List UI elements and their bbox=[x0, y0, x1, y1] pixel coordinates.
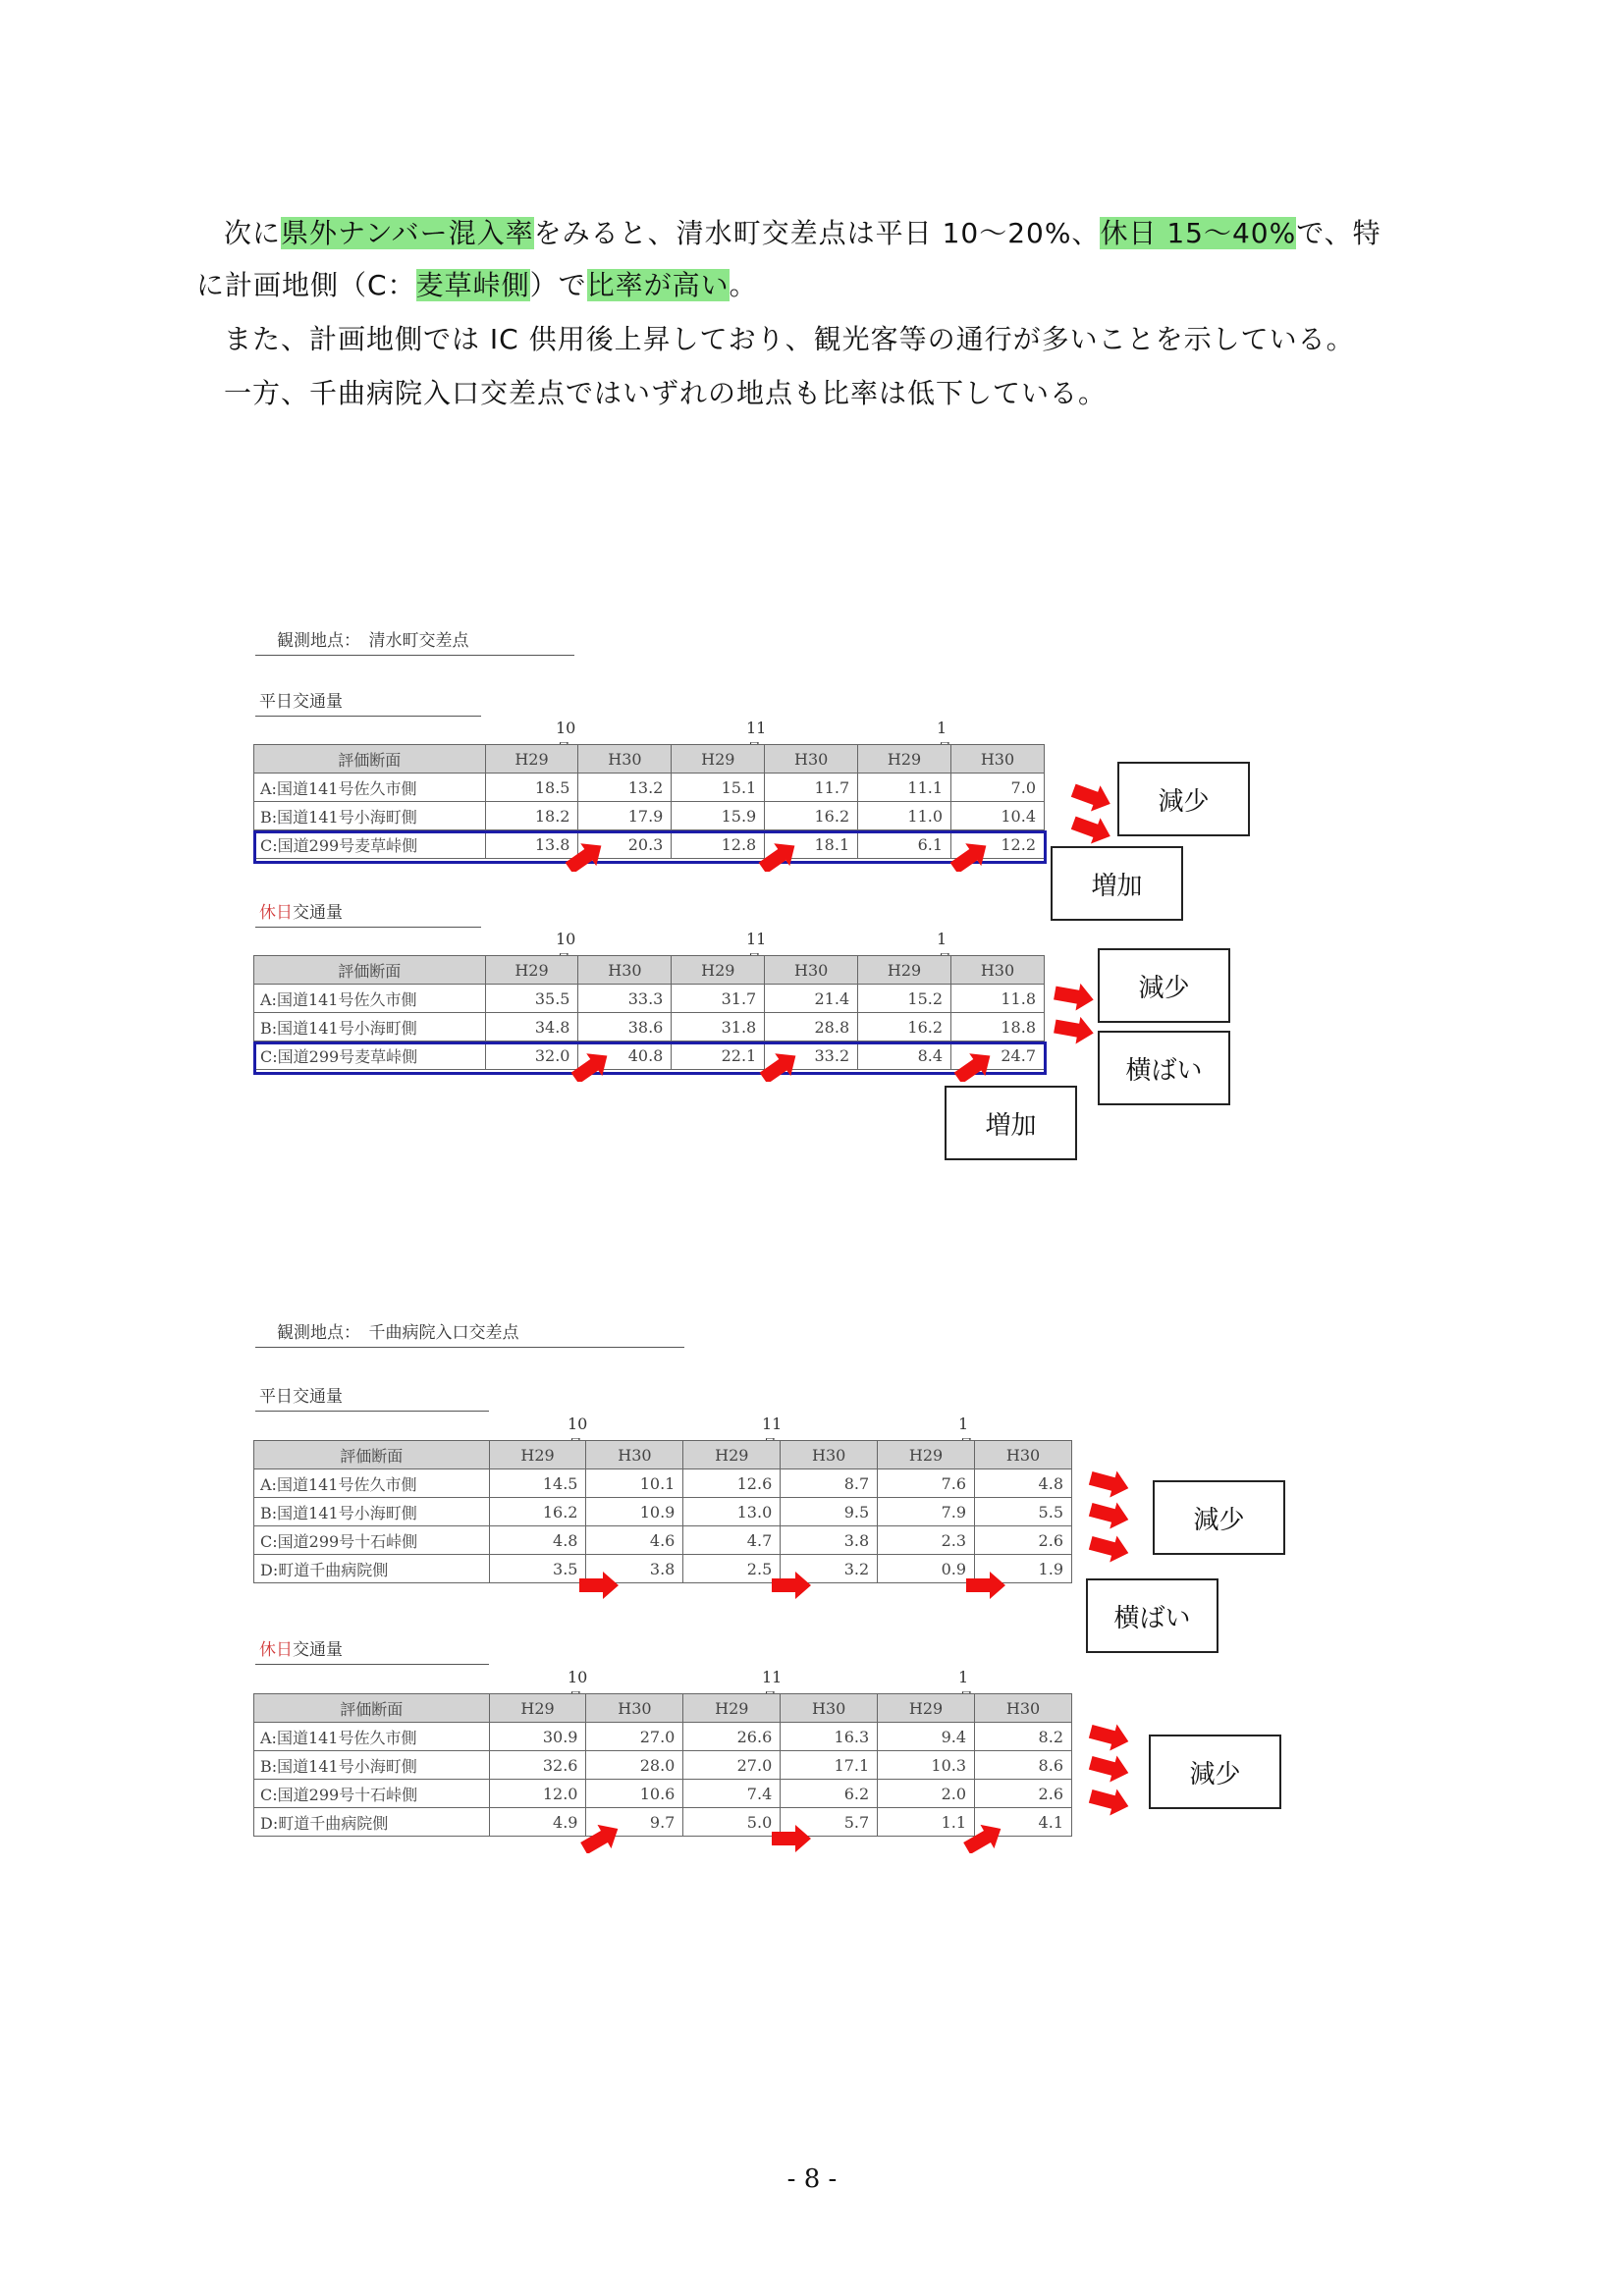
red-arrow-icon bbox=[1088, 1500, 1131, 1529]
value-cell: 6.2 bbox=[781, 1780, 878, 1808]
value-cell: 27.0 bbox=[683, 1751, 781, 1780]
header-cell: H30 bbox=[578, 745, 672, 774]
value-cell: 12.2 bbox=[951, 830, 1045, 859]
row-label: A:国道141号佐久市側 bbox=[254, 985, 486, 1013]
row-label: B:国道141号小海町側 bbox=[254, 1751, 490, 1780]
value-cell: 35.5 bbox=[485, 985, 578, 1013]
row-label: A:国道141号佐久市側 bbox=[254, 1469, 490, 1498]
red-arrow-icon bbox=[770, 1824, 813, 1853]
value-cell: 15.9 bbox=[672, 802, 765, 830]
red-arrow-icon bbox=[579, 1824, 623, 1853]
value-cell: 34.8 bbox=[485, 1013, 578, 1041]
row-highlight-box bbox=[253, 830, 1047, 864]
value-cell: 13.8 bbox=[485, 830, 578, 859]
value-cell: 3.2 bbox=[781, 1555, 878, 1583]
header-cell: H30 bbox=[765, 745, 858, 774]
red-arrow-icon bbox=[1088, 1533, 1131, 1563]
value-cell: 13.2 bbox=[578, 774, 672, 802]
header-cell: H29 bbox=[683, 1694, 781, 1723]
red-arrow-icon bbox=[770, 1571, 813, 1600]
table-row bbox=[254, 1751, 1072, 1780]
red-arrow-icon bbox=[1053, 1015, 1096, 1044]
header-cell: H30 bbox=[951, 745, 1045, 774]
table-header-row bbox=[254, 745, 1045, 774]
row-highlight-box bbox=[253, 1041, 1047, 1075]
callout-flat: 横ばい bbox=[1098, 1031, 1230, 1105]
value-cell: 7.4 bbox=[683, 1780, 781, 1808]
value-cell: 13.0 bbox=[683, 1498, 781, 1526]
value-cell: 26.6 bbox=[683, 1723, 781, 1751]
month-label: 1 bbox=[937, 930, 947, 948]
table-header-row bbox=[254, 956, 1045, 985]
red-arrow-icon bbox=[564, 842, 607, 872]
value-cell: 14.5 bbox=[489, 1469, 586, 1498]
value-cell: 8.6 bbox=[975, 1751, 1072, 1780]
callout-decrease: 減少 bbox=[1117, 762, 1250, 836]
chikuma-observation-title: 観測地点： 千曲病院入口交差点 bbox=[255, 1318, 684, 1348]
red-arrow-icon bbox=[1088, 1722, 1131, 1751]
red-arrow-icon bbox=[757, 842, 800, 872]
red-arrow-icon bbox=[962, 1824, 1005, 1853]
value-cell: 15.2 bbox=[858, 985, 951, 1013]
value-cell: 11.8 bbox=[951, 985, 1045, 1013]
red-arrow-icon bbox=[1070, 782, 1113, 812]
value-cell: 2.0 bbox=[878, 1780, 975, 1808]
red-arrow-icon bbox=[1070, 815, 1113, 844]
row-label: B:国道141号小海町側 bbox=[254, 802, 486, 830]
value-cell: 12.0 bbox=[489, 1780, 586, 1808]
month-label: 10 bbox=[556, 719, 576, 737]
value-cell: 5.5 bbox=[975, 1498, 1072, 1526]
value-cell: 31.7 bbox=[672, 985, 765, 1013]
value-cell: 33.2 bbox=[765, 1041, 858, 1070]
header-cell: H29 bbox=[489, 1694, 586, 1723]
value-cell: 24.7 bbox=[951, 1041, 1045, 1070]
table-header-row bbox=[254, 1694, 1072, 1723]
value-cell: 38.6 bbox=[578, 1013, 672, 1041]
row-label: A:国道141号佐久市側 bbox=[254, 774, 486, 802]
month-label: 11 bbox=[762, 1415, 783, 1433]
value-cell: 22.1 bbox=[672, 1041, 765, 1070]
header-cell: H29 bbox=[485, 745, 578, 774]
month-label: 1 bbox=[958, 1415, 969, 1433]
header-cell: 評価断面 bbox=[254, 1441, 490, 1469]
intro-line-2: に計画地側（C：麦草峠側）で比率が高い。 bbox=[196, 269, 758, 301]
callout-decrease: 減少 bbox=[1098, 948, 1230, 1023]
header-cell: H30 bbox=[951, 956, 1045, 985]
intro-line-3: また、計画地側では IC 供用後上昇しており、観光客等の通行が多いことを示している。 bbox=[224, 323, 1355, 355]
value-cell: 7.6 bbox=[878, 1469, 975, 1498]
value-cell: 15.1 bbox=[672, 774, 765, 802]
row-label: C:国道299号麦草峠側 bbox=[254, 1041, 486, 1070]
value-cell: 1.1 bbox=[878, 1808, 975, 1837]
red-arrow-icon bbox=[1088, 1753, 1131, 1783]
table-row bbox=[254, 802, 1045, 830]
value-cell: 21.4 bbox=[765, 985, 858, 1013]
header-cell: 評価断面 bbox=[254, 956, 486, 985]
value-cell: 10.3 bbox=[878, 1751, 975, 1780]
table-row bbox=[254, 985, 1045, 1013]
highlight-holiday-range: 休日 15～40% bbox=[1100, 217, 1297, 249]
shimizu-observation-title: 観測地点： 清水町交差点 bbox=[255, 626, 574, 656]
value-cell: 20.3 bbox=[578, 830, 672, 859]
header-cell: H30 bbox=[578, 956, 672, 985]
header-cell: H29 bbox=[858, 956, 951, 985]
intro-line-4: 一方、千曲病院入口交差点ではいずれの地点も比率は低下している。 bbox=[224, 377, 1108, 409]
value-cell: 32.0 bbox=[485, 1041, 578, 1070]
value-cell: 4.9 bbox=[489, 1808, 586, 1837]
value-cell: 4.8 bbox=[975, 1469, 1072, 1498]
value-cell: 11.0 bbox=[858, 802, 951, 830]
value-cell: 2.6 bbox=[975, 1526, 1072, 1555]
row-label: A:国道141号佐久市側 bbox=[254, 1723, 490, 1751]
chikuma-weekday-title: 平日交通量 bbox=[255, 1382, 489, 1412]
value-cell: 2.3 bbox=[878, 1526, 975, 1555]
value-cell: 9.7 bbox=[586, 1808, 683, 1837]
row-label: B:国道141号小海町側 bbox=[254, 1498, 490, 1526]
header-cell: H30 bbox=[765, 956, 858, 985]
value-cell: 30.9 bbox=[489, 1723, 586, 1751]
value-cell: 28.0 bbox=[586, 1751, 683, 1780]
shimizu-weekday-title: 平日交通量 bbox=[255, 687, 481, 717]
value-cell: 16.2 bbox=[858, 1013, 951, 1041]
value-cell: 17.1 bbox=[781, 1751, 878, 1780]
value-cell: 10.6 bbox=[586, 1780, 683, 1808]
table-row bbox=[254, 1013, 1045, 1041]
month-label: 10 bbox=[556, 930, 576, 948]
value-cell: 4.7 bbox=[683, 1526, 781, 1555]
highlight-foreign-plate-rate: 県外ナンバー混入率 bbox=[281, 217, 534, 249]
month-label: 10 bbox=[568, 1668, 588, 1686]
value-cell: 18.2 bbox=[485, 802, 578, 830]
red-arrow-icon bbox=[1088, 1468, 1131, 1498]
row-label: D:町道千曲病院側 bbox=[254, 1808, 490, 1837]
value-cell: 0.9 bbox=[878, 1555, 975, 1583]
table-row bbox=[254, 1555, 1072, 1583]
chikuma-holiday-table bbox=[253, 1693, 1072, 1837]
table-row bbox=[254, 1723, 1072, 1751]
value-cell: 2.5 bbox=[683, 1555, 781, 1583]
table-row bbox=[254, 1808, 1072, 1837]
value-cell: 16.2 bbox=[489, 1498, 586, 1526]
month-label: 10 bbox=[568, 1415, 588, 1433]
table-row bbox=[254, 1498, 1072, 1526]
value-cell: 27.0 bbox=[586, 1723, 683, 1751]
header-cell: H29 bbox=[683, 1441, 781, 1469]
value-cell: 4.6 bbox=[586, 1526, 683, 1555]
header-cell: H30 bbox=[975, 1441, 1072, 1469]
value-cell: 7.9 bbox=[878, 1498, 975, 1526]
value-cell: 5.7 bbox=[781, 1808, 878, 1837]
red-arrow-icon bbox=[758, 1052, 801, 1082]
callout-flat: 横ばい bbox=[1086, 1578, 1218, 1653]
month-label: 11 bbox=[762, 1668, 783, 1686]
callout-increase: 増加 bbox=[1051, 846, 1183, 921]
month-label: 1 bbox=[958, 1668, 969, 1686]
value-cell: 3.8 bbox=[781, 1526, 878, 1555]
header-cell: 評価断面 bbox=[254, 745, 486, 774]
value-cell: 33.3 bbox=[578, 985, 672, 1013]
header-cell: 評価断面 bbox=[254, 1694, 490, 1723]
value-cell: 4.1 bbox=[975, 1808, 1072, 1837]
page-number: - 8 - bbox=[786, 2164, 838, 2194]
table-row bbox=[254, 774, 1045, 802]
chikuma-holiday-title: 休日交通量 bbox=[255, 1635, 489, 1665]
table-row bbox=[254, 1780, 1072, 1808]
value-cell: 18.8 bbox=[951, 1013, 1045, 1041]
value-cell: 8.2 bbox=[975, 1723, 1072, 1751]
row-label: C:国道299号十石峠側 bbox=[254, 1780, 490, 1808]
value-cell: 9.4 bbox=[878, 1723, 975, 1751]
value-cell: 40.8 bbox=[578, 1041, 672, 1070]
row-label: B:国道141号小海町側 bbox=[254, 1013, 486, 1041]
month-label: 1 bbox=[937, 719, 947, 737]
value-cell: 10.1 bbox=[586, 1469, 683, 1498]
header-cell: H29 bbox=[878, 1694, 975, 1723]
highlight-high-ratio: 比率が高い bbox=[586, 269, 730, 301]
value-cell: 10.9 bbox=[586, 1498, 683, 1526]
value-cell: 18.1 bbox=[765, 830, 858, 859]
header-cell: H30 bbox=[781, 1694, 878, 1723]
red-arrow-icon bbox=[569, 1052, 613, 1082]
header-cell: H29 bbox=[672, 956, 765, 985]
value-cell: 12.8 bbox=[672, 830, 765, 859]
shimizu-holiday-title: 休日交通量 bbox=[255, 898, 481, 928]
header-cell: H30 bbox=[781, 1441, 878, 1469]
value-cell: 7.0 bbox=[951, 774, 1045, 802]
value-cell: 5.0 bbox=[683, 1808, 781, 1837]
value-cell: 2.6 bbox=[975, 1780, 1072, 1808]
red-arrow-icon bbox=[577, 1571, 621, 1600]
month-label: 11 bbox=[746, 719, 767, 737]
header-cell: H29 bbox=[485, 956, 578, 985]
value-cell: 4.8 bbox=[489, 1526, 586, 1555]
row-label: C:国道299号十石峠側 bbox=[254, 1526, 490, 1555]
highlight-mugikusa: 麦草峠側 bbox=[415, 269, 530, 301]
value-cell: 1.9 bbox=[975, 1555, 1072, 1583]
table-row bbox=[254, 1469, 1072, 1498]
chikuma-weekday-table bbox=[253, 1440, 1072, 1583]
row-label: C:国道299号麦草峠側 bbox=[254, 830, 486, 859]
header-cell: H30 bbox=[586, 1441, 683, 1469]
month-label: 11 bbox=[746, 930, 767, 948]
value-cell: 18.5 bbox=[485, 774, 578, 802]
value-cell: 8.7 bbox=[781, 1469, 878, 1498]
callout-decrease: 減少 bbox=[1149, 1735, 1281, 1809]
value-cell: 16.3 bbox=[781, 1723, 878, 1751]
value-cell: 8.4 bbox=[858, 1041, 951, 1070]
value-cell: 3.8 bbox=[586, 1555, 683, 1583]
row-label: D:町道千曲病院側 bbox=[254, 1555, 490, 1583]
red-arrow-icon bbox=[964, 1571, 1007, 1600]
value-cell: 6.1 bbox=[858, 830, 951, 859]
red-arrow-icon bbox=[1088, 1787, 1131, 1816]
value-cell: 31.8 bbox=[672, 1013, 765, 1041]
value-cell: 32.6 bbox=[489, 1751, 586, 1780]
value-cell: 3.5 bbox=[489, 1555, 586, 1583]
red-arrow-icon bbox=[1053, 982, 1096, 1011]
header-cell: H29 bbox=[878, 1441, 975, 1469]
value-cell: 10.4 bbox=[951, 802, 1045, 830]
header-cell: H29 bbox=[489, 1441, 586, 1469]
header-cell: H30 bbox=[975, 1694, 1072, 1723]
header-cell: H29 bbox=[672, 745, 765, 774]
table-header-row bbox=[254, 1441, 1072, 1469]
callout-decrease: 減少 bbox=[1153, 1480, 1285, 1555]
value-cell: 12.6 bbox=[683, 1469, 781, 1498]
value-cell: 17.9 bbox=[578, 802, 672, 830]
table-row bbox=[254, 1526, 1072, 1555]
value-cell: 9.5 bbox=[781, 1498, 878, 1526]
callout-increase: 増加 bbox=[945, 1086, 1077, 1160]
red-arrow-icon bbox=[948, 842, 992, 872]
header-cell: H29 bbox=[858, 745, 951, 774]
header-cell: H30 bbox=[586, 1694, 683, 1723]
value-cell: 11.7 bbox=[765, 774, 858, 802]
value-cell: 16.2 bbox=[765, 802, 858, 830]
intro-line-1: 次に県外ナンバー混入率をみると、清水町交差点は平日 10～20%、休日 15～40%で、特 bbox=[224, 217, 1381, 249]
value-cell: 28.8 bbox=[765, 1013, 858, 1041]
value-cell: 11.1 bbox=[858, 774, 951, 802]
red-arrow-icon bbox=[952, 1052, 996, 1082]
